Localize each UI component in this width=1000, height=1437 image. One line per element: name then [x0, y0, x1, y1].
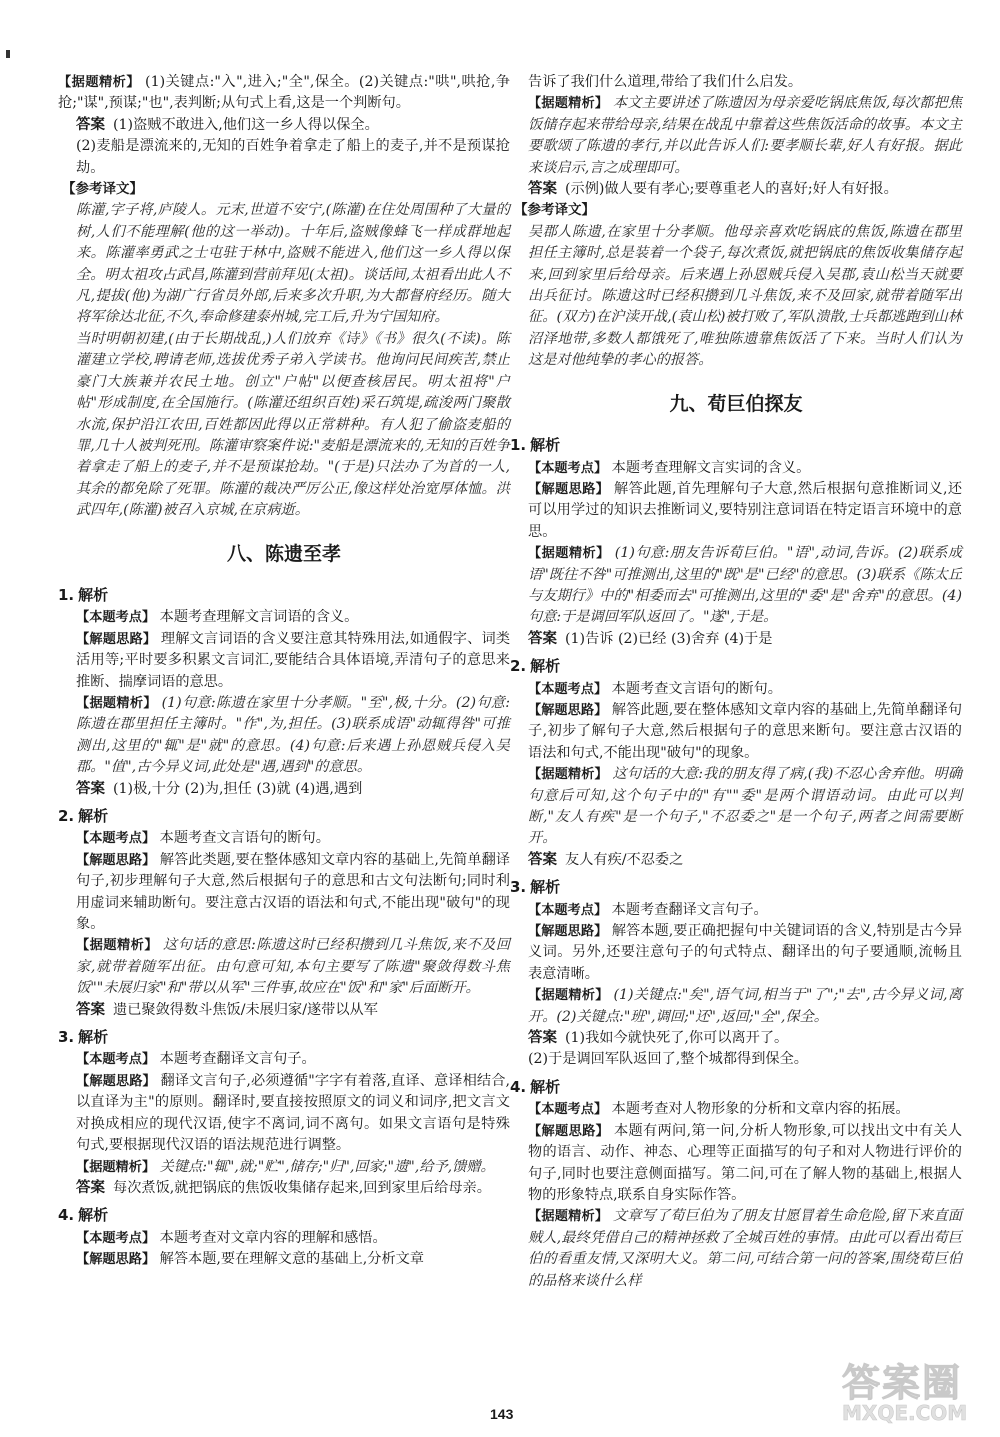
kaodian-text: 本题考查翻译文言句子。 — [611, 901, 768, 918]
answer-paragraph — [510, 850, 962, 871]
question-number: 1. — [510, 436, 527, 455]
jingxi-paragraph — [510, 1206, 962, 1292]
answer-label: 答案 — [76, 1001, 105, 1018]
silu-paragraph — [58, 850, 510, 936]
silu-tag: 【 解题思路 】 — [76, 632, 156, 647]
reference-translation-paragraph: 陈灌,字子将,庐陵人。元末,世道不安宁,(陈灌)在住处周围种了大量的树,人们不能理解(他的这一举动)。十年后,盗贼像蜂飞一样成群地起来。陈灌率勇武之士屯驻于林中,盗贼不能进入,他们这一乡人得以保全。明太祖攻占武昌,陈灌到营前拜见(太祖)。谈话间,太祖看出此人不凡,提拔(他)为湖广行省员外郎,后来多次升职,为大都督府经历。随大将军徐达北征,不久,奉命修建泰州城,完工后,升为宁国知府。 — [76, 202, 510, 326]
jingxi-text: (1)句意:陈遗在家里十分孝顺。"至",极,十分。(2)句意:陈遗在郡里担任主簿时。"作",为,担任。(3)联系成语"动辄得咎"可推测出,这里的"辄"是"就"的意思。(4)句意:后来遇上孙恩贼兵侵入吴郡。"值",古今异义词,此处是"遇,遇到"的意思。 — [76, 694, 511, 776]
reference-translation-heading: 【参考译文】 — [514, 202, 595, 219]
kaodian-tag: 【 本题考点 】 — [76, 1052, 155, 1067]
silu-text: 解答此类题,要在整体感知文章内容的基础上,先简单翻译句子,初步理解句子大意,然后根据句子的意思和古文句法断句;同时利用虚词来辅助断句。要注意古汉语的语法和句式,不能出现"破句"的现象。 — [76, 851, 511, 933]
answer-paragraph — [58, 1000, 510, 1021]
silu-tag: 【 解题思路 】 — [76, 1074, 156, 1089]
jingxi-tag: 【 据题精析 】 — [528, 767, 608, 782]
jingxi-tag: 【 据题精析 】 — [528, 96, 608, 111]
jingxi-tag: 【 据题精析 】 — [76, 938, 158, 953]
jiexi-label: 解析 — [78, 1206, 109, 1225]
kaodian-text: 本题考查对文章内容的理解和感悟。 — [159, 1229, 387, 1246]
watermark-logo-text: 答案圈 — [842, 1361, 963, 1405]
jingxi-tag: 【 据题精析 】 — [76, 1160, 155, 1175]
jingxi-tag: 【 据题精析 】 — [528, 1209, 608, 1224]
jingxi-text: (1)句意:朋友告诉荀巨伯。"语",动词,告诉。(2)联系成语"既往不咎"可推测出,这里的"既"是"已经"的意思。(3)联系《陈太丘与友期行》中的"相委而去"可推测出,这里的"委"是"舍弃"的意思。(4)句意:于是调回军队返回了。"遂",于是。 — [528, 545, 963, 626]
kaodian-tag: 【 本题考点 】 — [528, 682, 607, 697]
answer-paragraph — [58, 115, 510, 136]
answer-paragraph — [510, 179, 962, 200]
silu-paragraph — [510, 479, 962, 543]
jingxi-text: 这句话的意思:陈遗这时已经积攒到几斗焦饭,来不及回家,就带着随军出征。由句意可知,本句主要写了陈遗"聚敛得数斗焦饭""未展归家"和"带以从军"三件事,故应在"饭"和"家"后面断开。 — [76, 937, 511, 997]
reference-translation-paragraph: 当时明朝初建,(由于长期战乱,)人们放弃《诗》《书》很久(不读)。陈灌建立学校,聘请老师,选拔优秀子弟入学读书。他询问民间疾苦,禁止豪门大族兼并农民土地。创立"户帖"以便查核居民。明太祖将"户帖"形成制度,在全国施行。(陈灌还组织百姓)采石筑堤,疏浚两门聚散水流,保护沿江农田,百姓都因此得以正常耕种。有人犯了偷盗麦船的罪,几十人被判死刑。陈灌审察案件说:"麦船是漂流来的,无知的百姓争着拿走了船上的麦子,并不是预谋抢劫。"(于是)只法办了为首的一人,其余的都免除了死罪。陈灌的裁决严厉公正,像这样处治宽厚体恤。洪武四年,(陈灌)被召入京城,在京病逝。 — [76, 330, 510, 519]
question-number: 3. — [510, 878, 527, 897]
question-header — [58, 1205, 510, 1227]
question-header — [58, 806, 510, 828]
question-number: 3. — [58, 1028, 75, 1047]
section-title: 八、陈遗至孝 — [226, 542, 341, 565]
answer-text: 友人有疾/不忍委之 — [565, 851, 684, 868]
jingxi-paragraph — [510, 985, 962, 1028]
answer-label: 答案 — [528, 181, 557, 198]
page-number: 143 — [490, 1406, 514, 1422]
jingxi-tag: 【 据题精析 】 — [528, 988, 609, 1003]
section-title: 九、荀巨伯探友 — [669, 392, 803, 415]
silu-paragraph — [510, 921, 962, 985]
jingxi-text: (1)关键点:"入",进入;"全",保全。(2)关键点:"哄",哄抢,争抢;"谋",预谋;"也",表判断;从句式上看,这是一个判断句。 — [58, 74, 511, 112]
answer-label: 答案 — [528, 851, 557, 868]
silu-text: 理解文言词语的含义要注意其特殊用法,如通假字、词类活用等;平时要多积累文言词汇,要能结合具体语境,弄清句子的意思来推断、揣摩词语的意思。 — [76, 630, 511, 690]
jiexi-label: 解析 — [78, 807, 109, 825]
kaodian-text: 本题考查理解文言实词的含义。 — [611, 459, 811, 476]
kaodian-paragraph — [58, 1049, 510, 1070]
silu-text: 解答此题,首先理解句子大意,然后根据句意推断词义,还可以用学过的知识去推断词义,要特别注意词语在特定语言环境中的意思。 — [528, 480, 963, 540]
kaodian-paragraph — [58, 607, 510, 628]
answer-paragraph — [510, 629, 962, 650]
jingxi-text: 文章写了荀巨伯为了朋友甘愿冒着生命危险,留下来直面贼人,最终凭借自己的精神拯救了全城百姓的事情。由此可以看出荀巨伯的看重友情,又深明大义。第二问,可结合第一问的答案,围绕荀巨伯的品格来谈什么样 — [528, 1208, 963, 1289]
answer-paragraph-2 — [58, 136, 510, 179]
kaodian-paragraph — [510, 679, 962, 700]
silu-tag: 【 解题思路 】 — [528, 1124, 609, 1139]
jingxi-paragraph — [58, 693, 510, 779]
silu-tag: 【 解题思路 】 — [76, 853, 155, 868]
kaodian-text: 本题考查文言语句的断句。 — [159, 830, 330, 847]
kaodian-text: 本题考查理解文言词语的含义。 — [159, 609, 359, 626]
answer-label: 答案 — [528, 630, 557, 647]
answer-label: 答案 — [76, 1179, 105, 1196]
silu-tag: 【 解题思路 】 — [76, 1252, 155, 1267]
jiexi-label: 解析 — [530, 878, 561, 897]
jiexi-label: 解析 — [530, 1077, 561, 1096]
watermark-url: MXQE.COM — [842, 1401, 968, 1425]
kaodian-text: 本题考查翻译文言句子。 — [159, 1051, 316, 1068]
jingxi-paragraph — [510, 764, 962, 850]
answer-text: (1)告诉 (2)已经 (3)舍弃 (4)于是 — [565, 630, 773, 647]
question-number: 4. — [510, 1077, 527, 1096]
kaodian-tag: 【 本题考点 】 — [528, 1102, 607, 1117]
question-number: 2. — [58, 807, 75, 825]
silu-paragraph — [58, 1249, 510, 1270]
jingxi-paragraph — [510, 93, 962, 179]
jingxi-paragraph — [58, 935, 510, 999]
answer-paragraph — [58, 1178, 510, 1199]
silu-paragraph — [58, 1071, 510, 1157]
jingxi-tag: 【 据题精析 】 — [528, 546, 610, 561]
answer-text: 每次煮饭,就把锅底的焦饭收集储存起来,回到家里后给母亲。 — [113, 1179, 491, 1196]
question-header — [58, 585, 510, 607]
jingxi-paragraph — [58, 1157, 510, 1178]
kaodian-paragraph — [510, 1099, 962, 1120]
answer-text: (1)我如今就快死了,你可以离开了。 — [565, 1030, 789, 1047]
reference-translation-heading: 【参考译文】 — [62, 181, 143, 198]
kaodian-text: 本题考查文言语句的断句。 — [611, 680, 782, 697]
left-column — [58, 72, 510, 1271]
reference-translation-paragraph: 吴郡人陈遗,在家里十分孝顺。他母亲喜欢吃锅底的焦饭,陈遗在郡里担任主簿时,总是装着一个袋子,每次煮饭,就把锅底的焦饭收集储存起来,回到家里后给母亲。后来遇上孙恩贼兵侵入吴郡,袁山松当天就要出兵征讨。陈遗这时已经积攒到几斗焦饭,来不及回家,就带着随军出征。(双方)在沪渎开战,(袁山松)被打败了,军队溃散,士兵都逃跑到山林沼泽地带,多数人都饿死了,唯独陈遗靠焦饭活了下来。当时人们认为这是对他纯挚的孝心的报答。 — [528, 223, 962, 369]
kaodian-paragraph — [510, 900, 962, 921]
kaodian-tag: 【 本题考点 】 — [76, 610, 155, 625]
watermark-logo — [842, 1352, 992, 1432]
silu-text: 解答本题,要正确把握句中关键词语的含义,特别是古今异义词。另外,还要注意句子的句式特点、翻译出的句子要通顺,流畅且表意清晰。 — [528, 923, 963, 982]
kaodian-tag: 【 本题考点 】 — [76, 831, 155, 846]
jiexi-label: 解析 — [78, 585, 109, 604]
answer-text: 遗已聚敛得数斗焦饭/未展归家/遂带以从军 — [113, 1001, 378, 1018]
jingxi-text: (1)关键点:"矣",语气词,相当于"了";"去",古今异义词,离开。(2)关键点:"班",调回;"还",返回;"全",保全。 — [528, 987, 963, 1025]
jingxi-tag: 【 据题精析 】 — [76, 696, 157, 711]
answer-paragraph — [510, 1028, 962, 1049]
jiexi-label: 解析 — [78, 1028, 109, 1047]
right-column — [510, 72, 962, 1292]
kaodian-tag: 【 本题考点 】 — [76, 1231, 155, 1246]
answer-label: 答案 — [76, 116, 105, 133]
page-edge-mark — [6, 50, 10, 58]
answer-text-2: (2)于是调回军队返回了,整个城都得到保全。 — [528, 1051, 808, 1068]
silu-tag: 【 解题思路 】 — [528, 703, 607, 718]
answer-text: (1)极,十分 (2)为,担任 (3)就 (4)遇,遇到 — [113, 780, 363, 797]
silu-text: 翻译文言句子,必须遵循"字字有着落,直译、意译相结合,以直译为主"的原则。翻译时,要直接按照原文的词义和词序,把文言文对换成相应的现代汉语,使字不离词,词不离句。如果文言语句是特殊句式,要根据现代汉语的语法规范进行调整。 — [76, 1072, 511, 1154]
question-header — [58, 1027, 510, 1049]
answer-text: (示例)做人要有孝心;要尊重老人的喜好;好人有好报。 — [565, 181, 898, 198]
jingxi-paragraph — [510, 543, 962, 629]
silu-text: 解答本题,要在理解文意的基础上,分析文章 — [159, 1251, 425, 1268]
answer-text: (1)盗贼不敢进入,他们这一乡人得以保全。 — [113, 116, 379, 133]
jingxi-text: 本文主要讲述了陈遗因为母亲爱吃锅底焦饭,每次都把焦饭储存起来带给母亲,结果在战乱中靠着这些焦饭活命的故事。本文主要歌颂了陈遗的孝行,并以此告诉人们:要孝顺长辈,好人有好报。据此来谈启示,言之成理即可。 — [528, 95, 963, 176]
continued-text: 告诉了我们什么道理,带给了我们什么启发。 — [528, 74, 803, 90]
jingxi-tag: 【 据题精析 】 — [58, 75, 140, 90]
jingxi-text: 这句话的大意:我的朋友得了病,(我)不忍心舍弃他。明确句意后可知,这个句子中的"有""委"是两个谓语动词。由此可以判断,"友人有疾"是一个句子,"不忍委之"是一个句子,两者之间需要断开。 — [528, 766, 963, 847]
answer-label: 答案 — [528, 1030, 557, 1047]
kaodian-paragraph — [58, 1228, 510, 1249]
kaodian-paragraph — [510, 458, 962, 479]
answer-label: 答案 — [76, 780, 105, 797]
answer-text: (2)麦船是漂流来的,无知的百姓争着拿走了船上的麦子,并不是预谋抢劫。 — [76, 138, 510, 176]
kaodian-tag: 【 本题考点 】 — [528, 903, 607, 918]
silu-tag: 【 解题思路 】 — [528, 924, 607, 939]
question-number: 4. — [58, 1206, 75, 1225]
kaodian-paragraph — [58, 828, 510, 849]
silu-paragraph — [510, 1121, 962, 1207]
silu-text: 解答此题,要在整体感知文章内容的基础上,先简单翻译句子,初步了解句子大意,然后根据句子的意思来断句。要注意古汉语的语法和句式,不能出现"破句"的现象。 — [528, 701, 963, 761]
question-header — [510, 656, 962, 678]
answer-paragraph — [58, 779, 510, 800]
silu-tag: 【 解题思路 】 — [528, 482, 609, 497]
silu-text: 本题有两问,第一问,分析人物形象,可以找出文中有关人物的语言、动作、神态、心理等正面描写的句子和对人物进行评价的句子,同时也要注意侧面描写。第二问,可在了解人物的基础上,根据人物的形象特点,联系自身实际作答。 — [528, 1122, 963, 1203]
question-header — [510, 877, 962, 899]
silu-paragraph — [58, 629, 510, 693]
question-number: 1. — [58, 585, 75, 604]
kaodian-tag: 【 本题考点 】 — [528, 461, 607, 476]
jiexi-label: 解析 — [530, 657, 561, 676]
kaodian-text: 本题考查对人物形象的分析和文章内容的拓展。 — [611, 1101, 910, 1118]
question-header — [510, 435, 962, 457]
question-header — [510, 1077, 962, 1099]
jiexi-label: 解析 — [530, 436, 561, 455]
silu-paragraph — [510, 700, 962, 764]
jingxi-paragraph — [58, 72, 510, 115]
question-number: 2. — [510, 657, 527, 676]
jingxi-text: 关键点:"辄",就;"贮",储存;"归",回家;"遗",给予,馈赠。 — [159, 1158, 495, 1175]
